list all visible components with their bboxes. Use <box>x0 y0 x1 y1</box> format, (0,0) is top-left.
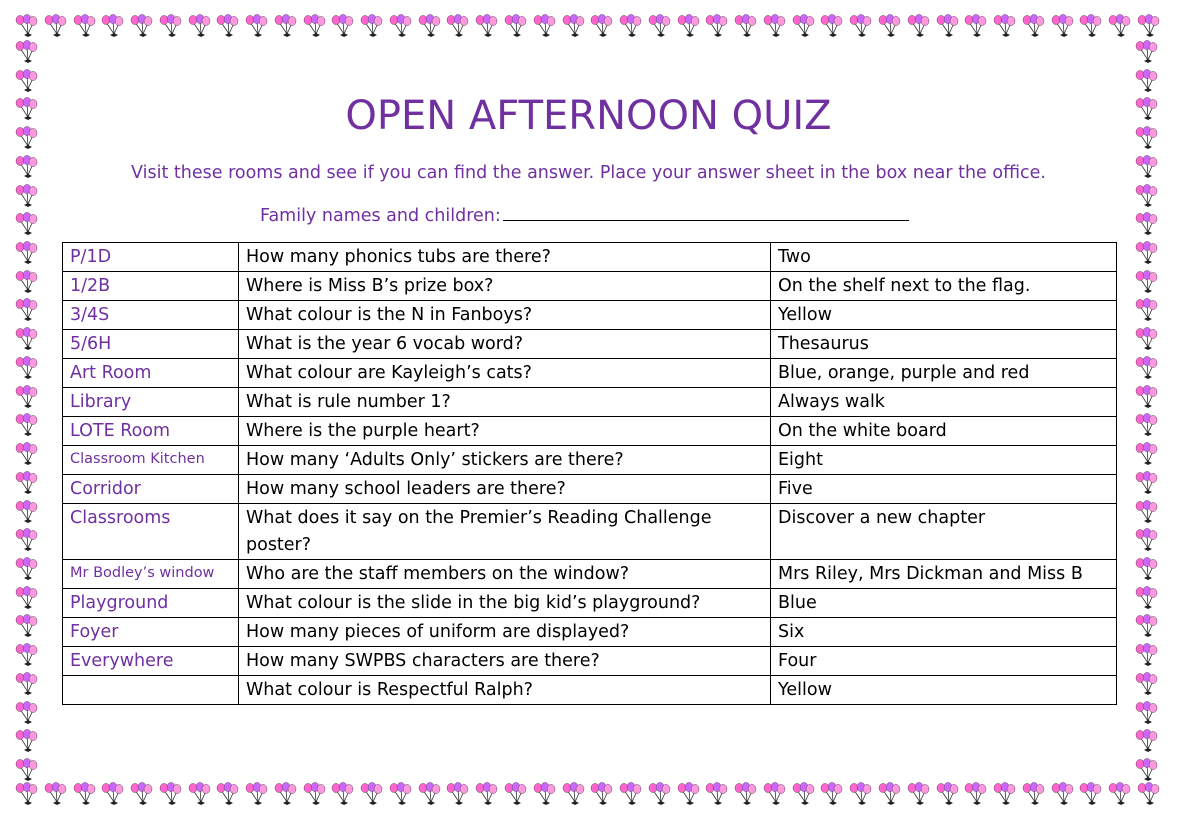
balloon-bunch-icon <box>273 782 299 806</box>
room-cell: 3/4S <box>63 301 239 330</box>
balloon-bunch-icon <box>474 782 500 806</box>
answer-cell: Always walk <box>771 388 1117 417</box>
balloon-bunch-icon <box>503 782 529 806</box>
page-title: OPEN AFTERNOON QUIZ <box>345 93 832 139</box>
balloon-bunch-icon <box>14 14 40 38</box>
balloon-bunch-icon <box>129 14 155 38</box>
room-cell: 1/2B <box>63 272 239 301</box>
balloon-bunch-icon <box>561 14 587 38</box>
balloon-bunch-icon <box>14 356 40 380</box>
balloon-bunch-icon <box>330 14 356 38</box>
room-cell: Playground <box>63 589 239 618</box>
quiz-row <box>63 618 1117 647</box>
balloon-bunch-icon <box>848 14 874 38</box>
balloon-bunch-icon <box>14 557 40 581</box>
balloon-bunch-icon <box>1134 327 1160 351</box>
quiz-row <box>63 272 1117 301</box>
balloon-bunch-icon <box>14 69 40 93</box>
answer-cell: Discover a new chapter <box>771 504 1117 560</box>
balloon-bunch-icon <box>158 14 184 38</box>
balloon-bunch-icon <box>1134 184 1160 208</box>
family-names-blank-line <box>503 202 909 221</box>
balloon-bunch-icon <box>791 782 817 806</box>
balloon-bunch-icon <box>589 782 615 806</box>
balloon-bunch-icon <box>43 782 69 806</box>
balloon-bunch-icon <box>445 14 471 38</box>
balloon-bunch-icon <box>733 782 759 806</box>
room-cell <box>63 676 239 705</box>
balloon-bunch-icon <box>935 782 961 806</box>
balloon-bunch-icon <box>244 14 270 38</box>
balloon-bunch-icon <box>14 758 40 782</box>
balloon-bunch-icon <box>733 14 759 38</box>
balloon-bunch-icon <box>14 586 40 610</box>
question-cell: Where is the purple heart? <box>239 417 771 446</box>
balloon-bunch-icon <box>100 14 126 38</box>
balloon-bunch-icon <box>906 14 932 38</box>
answer-cell: Blue, orange, purple and red <box>771 359 1117 388</box>
balloon-bunch-icon <box>417 14 443 38</box>
balloon-bunch-icon <box>72 14 98 38</box>
balloon-bunch-icon <box>1021 782 1047 806</box>
answer-cell: On the shelf next to the flag. <box>771 272 1117 301</box>
balloon-bunch-icon <box>1134 528 1160 552</box>
quiz-row <box>63 647 1117 676</box>
room-cell: 5/6H <box>63 330 239 359</box>
balloon-bunch-icon <box>618 782 644 806</box>
balloon-bunch-icon <box>532 782 558 806</box>
balloon-bunch-icon <box>1134 557 1160 581</box>
balloon-bunch-icon <box>1134 500 1160 524</box>
quiz-row <box>63 301 1117 330</box>
quiz-row <box>63 589 1117 618</box>
balloon-bunch-icon <box>676 14 702 38</box>
balloon-border-top <box>14 14 1162 40</box>
question-cell: Who are the staff members on the window? <box>239 560 771 589</box>
balloon-bunch-icon <box>14 672 40 696</box>
room-cell: Corridor <box>63 475 239 504</box>
balloon-bunch-icon <box>14 40 40 64</box>
room-cell: Foyer <box>63 618 239 647</box>
balloon-bunch-icon <box>532 14 558 38</box>
quiz-row <box>63 676 1117 705</box>
balloon-bunch-icon <box>1134 672 1160 696</box>
balloon-bunch-icon <box>1134 270 1160 294</box>
quiz-row <box>63 330 1117 359</box>
balloon-bunch-icon <box>877 14 903 38</box>
question-cell: What colour is the slide in the big kid’s playground? <box>239 589 771 618</box>
balloon-bunch-icon <box>935 14 961 38</box>
balloon-bunch-icon <box>1134 614 1160 638</box>
balloon-bunch-icon <box>704 14 730 38</box>
question-cell: How many pieces of uniform are displayed? <box>239 618 771 647</box>
balloon-bunch-icon <box>1134 298 1160 322</box>
question-cell: Where is Miss B’s prize box? <box>239 272 771 301</box>
balloon-bunch-icon <box>14 500 40 524</box>
balloon-bunch-icon <box>819 782 845 806</box>
balloon-bunch-icon <box>647 14 673 38</box>
answer-cell: On the white board <box>771 417 1117 446</box>
balloon-bunch-icon <box>14 298 40 322</box>
balloon-bunch-icon <box>215 14 241 38</box>
balloon-bunch-icon <box>704 782 730 806</box>
balloon-bunch-icon <box>1134 643 1160 667</box>
balloon-bunch-icon <box>388 782 414 806</box>
balloon-bunch-icon <box>589 14 615 38</box>
balloon-bunch-icon <box>14 471 40 495</box>
balloon-bunch-icon <box>14 184 40 208</box>
balloon-bunch-icon <box>503 14 529 38</box>
balloon-bunch-icon <box>302 14 328 38</box>
quiz-row <box>63 417 1117 446</box>
balloon-bunch-icon <box>1078 14 1104 38</box>
balloon-bunch-icon <box>14 643 40 667</box>
balloon-bunch-icon <box>359 14 385 38</box>
balloon-bunch-icon <box>474 14 500 38</box>
room-cell: Library <box>63 388 239 417</box>
family-names-field <box>260 202 909 229</box>
balloon-border-right <box>1134 40 1162 782</box>
answer-cell: Thesaurus <box>771 330 1117 359</box>
question-cell: What is rule number 1? <box>239 388 771 417</box>
room-cell: P/1D <box>63 243 239 272</box>
balloon-bunch-icon <box>187 14 213 38</box>
balloon-bunch-icon <box>1134 758 1160 782</box>
room-cell: LOTE Room <box>63 417 239 446</box>
balloon-bunch-icon <box>158 782 184 806</box>
instructions-text: Visit these rooms and see if you can find the answer. Place your answer sheet in the box near the office. <box>131 163 1046 183</box>
balloon-bunch-icon <box>14 327 40 351</box>
balloon-bunch-icon <box>963 782 989 806</box>
balloon-bunch-icon <box>1134 471 1160 495</box>
balloon-bunch-icon <box>791 14 817 38</box>
balloon-bunch-icon <box>14 528 40 552</box>
question-cell: What does it say on the Premier’s Reading Challenge poster? <box>239 504 771 560</box>
balloon-bunch-icon <box>762 782 788 806</box>
balloon-bunch-icon <box>14 270 40 294</box>
balloon-bunch-icon <box>1134 356 1160 380</box>
balloon-bunch-icon <box>963 14 989 38</box>
balloon-bunch-icon <box>618 14 644 38</box>
answer-cell: Blue <box>771 589 1117 618</box>
room-cell: Classrooms <box>63 504 239 560</box>
balloon-bunch-icon <box>819 14 845 38</box>
balloon-bunch-icon <box>1134 413 1160 437</box>
room-cell: Mr Bodley’s window <box>63 560 239 589</box>
balloon-border-left <box>14 40 42 782</box>
room-cell: Classroom Kitchen <box>63 446 239 475</box>
quiz-row <box>63 388 1117 417</box>
balloon-bunch-icon <box>1134 729 1160 753</box>
question-cell: What colour are Kayleigh’s cats? <box>239 359 771 388</box>
answer-cell: Two <box>771 243 1117 272</box>
balloon-bunch-icon <box>1134 69 1160 93</box>
balloon-bunch-icon <box>1134 442 1160 466</box>
balloon-bunch-icon <box>14 782 40 806</box>
answer-cell: Yellow <box>771 676 1117 705</box>
balloon-bunch-icon <box>877 782 903 806</box>
balloon-bunch-icon <box>1107 782 1133 806</box>
balloon-bunch-icon <box>129 782 155 806</box>
balloon-bunch-icon <box>215 782 241 806</box>
balloon-bunch-icon <box>359 782 385 806</box>
balloon-bunch-icon <box>273 14 299 38</box>
quiz-row <box>63 446 1117 475</box>
balloon-bunch-icon <box>1134 586 1160 610</box>
balloon-bunch-icon <box>762 14 788 38</box>
room-cell: Art Room <box>63 359 239 388</box>
balloon-bunch-icon <box>1134 212 1160 236</box>
question-cell: What colour is the N in Fanboys? <box>239 301 771 330</box>
balloon-bunch-icon <box>647 782 673 806</box>
balloon-bunch-icon <box>848 782 874 806</box>
balloon-bunch-icon <box>445 782 471 806</box>
balloon-bunch-icon <box>302 782 328 806</box>
balloon-bunch-icon <box>1134 701 1160 725</box>
quiz-row <box>63 359 1117 388</box>
balloon-bunch-icon <box>14 385 40 409</box>
room-cell: Everywhere <box>63 647 239 676</box>
balloon-bunch-icon <box>1050 14 1076 38</box>
balloon-bunch-icon <box>1050 782 1076 806</box>
balloon-bunch-icon <box>187 782 213 806</box>
balloon-bunch-icon <box>561 782 587 806</box>
question-cell: How many school leaders are there? <box>239 475 771 504</box>
balloon-bunch-icon <box>14 442 40 466</box>
balloon-bunch-icon <box>14 729 40 753</box>
balloon-bunch-icon <box>14 701 40 725</box>
balloon-bunch-icon <box>1136 14 1162 38</box>
balloon-border-bottom <box>14 782 1162 808</box>
question-cell: What colour is Respectful Ralph? <box>239 676 771 705</box>
balloon-bunch-icon <box>14 212 40 236</box>
balloon-bunch-icon <box>1107 14 1133 38</box>
question-cell: What is the year 6 vocab word? <box>239 330 771 359</box>
balloon-bunch-icon <box>330 782 356 806</box>
question-cell: How many SWPBS characters are there? <box>239 647 771 676</box>
answer-cell: Eight <box>771 446 1117 475</box>
balloon-bunch-icon <box>1134 241 1160 265</box>
balloon-bunch-icon <box>1134 385 1160 409</box>
answer-cell: Yellow <box>771 301 1117 330</box>
balloon-bunch-icon <box>14 614 40 638</box>
answer-cell: Mrs Riley, Mrs Dickman and Miss B <box>771 560 1117 589</box>
question-cell: How many ‘Adults Only’ stickers are there? <box>239 446 771 475</box>
answer-cell: Six <box>771 618 1117 647</box>
balloon-bunch-icon <box>1136 782 1162 806</box>
balloon-bunch-icon <box>14 241 40 265</box>
balloon-bunch-icon <box>992 14 1018 38</box>
balloon-bunch-icon <box>1078 782 1104 806</box>
balloon-bunch-icon <box>906 782 932 806</box>
answer-cell: Four <box>771 647 1117 676</box>
balloon-bunch-icon <box>417 782 443 806</box>
balloon-bunch-icon <box>388 14 414 38</box>
balloon-bunch-icon <box>1021 14 1047 38</box>
balloon-bunch-icon <box>676 782 702 806</box>
balloon-bunch-icon <box>1134 40 1160 64</box>
question-cell: How many phonics tubs are there? <box>239 243 771 272</box>
balloon-bunch-icon <box>992 782 1018 806</box>
family-names-label: Family names and children: <box>260 206 501 226</box>
balloon-bunch-icon <box>43 14 69 38</box>
balloon-bunch-icon <box>100 782 126 806</box>
quiz-row <box>63 504 1117 560</box>
quiz-row <box>63 560 1117 589</box>
balloon-bunch-icon <box>244 782 270 806</box>
balloon-bunch-icon <box>72 782 98 806</box>
quiz-table <box>62 242 1117 705</box>
balloon-bunch-icon <box>14 413 40 437</box>
answer-cell: Five <box>771 475 1117 504</box>
quiz-row <box>63 475 1117 504</box>
quiz-row <box>63 243 1117 272</box>
